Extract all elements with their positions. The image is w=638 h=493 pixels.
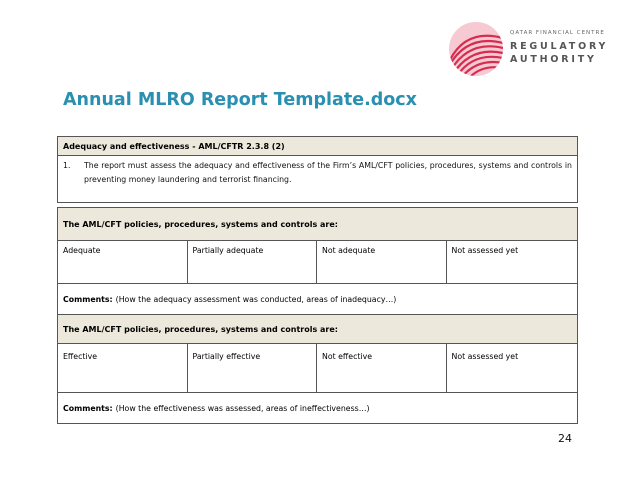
page-number: 24	[558, 432, 572, 445]
comments-hint: (How the adequacy assessment was conducted, areas of inadequacy…)	[115, 295, 397, 304]
comments-label: Comments:	[63, 295, 113, 304]
effectiveness-options-row	[58, 344, 577, 393]
qfcra-emblem-icon	[445, 18, 507, 80]
comments-hint: (How the effectiveness was assessed, areas of ineffectiveness…)	[115, 404, 370, 413]
option-not-effective[interactable]: Not effective	[317, 344, 447, 392]
option-partially-adequate[interactable]: Partially adequate	[188, 241, 318, 283]
logo-line2: AUTHORITY	[510, 54, 597, 65]
adequacy-assessment-header: The AML/CFT policies, procedures, systems and controls are:	[58, 208, 577, 241]
option-adequate[interactable]: Adequate	[58, 241, 188, 283]
effectiveness-assessment-header: The AML/CFT policies, procedures, systems and controls are:	[58, 315, 577, 344]
option-effective[interactable]: Effective	[58, 344, 188, 392]
requirement-text: The report must assess the adequacy and effectiveness of the Firm’s AML/CFT policies, procedures, systems and controls in preventing money laundering and terrorist financing.	[84, 161, 572, 184]
option-not-adequate[interactable]: Not adequate	[317, 241, 447, 283]
logo-small-text: QATAR FINANCIAL CENTRE	[510, 30, 605, 36]
qfcra-logo	[445, 18, 609, 83]
adequacy-section-header: Adequacy and effectiveness - AML/CFTR 2.3.8 (2)	[58, 137, 577, 156]
adequacy-section-box	[57, 136, 578, 203]
requirement-number: 1.	[63, 161, 71, 170]
adequacy-comments-field[interactable]	[58, 284, 577, 315]
requirement-item	[58, 156, 577, 187]
comments-label: Comments:	[63, 404, 113, 413]
effectiveness-assessment-box	[57, 314, 578, 424]
page-title: Annual MLRO Report Template.docx	[63, 90, 417, 110]
option-not-assessed-yet[interactable]: Not assessed yet	[451, 352, 519, 361]
logo-line1: REGULATORY	[510, 41, 609, 52]
option-not-assessed-yet[interactable]: Not assessed yet	[451, 246, 519, 255]
option-partially-effective[interactable]: Partially effective	[188, 344, 318, 392]
adequacy-options-row	[58, 241, 577, 284]
effectiveness-comments-field[interactable]	[58, 393, 577, 424]
adequacy-assessment-box	[57, 207, 578, 314]
